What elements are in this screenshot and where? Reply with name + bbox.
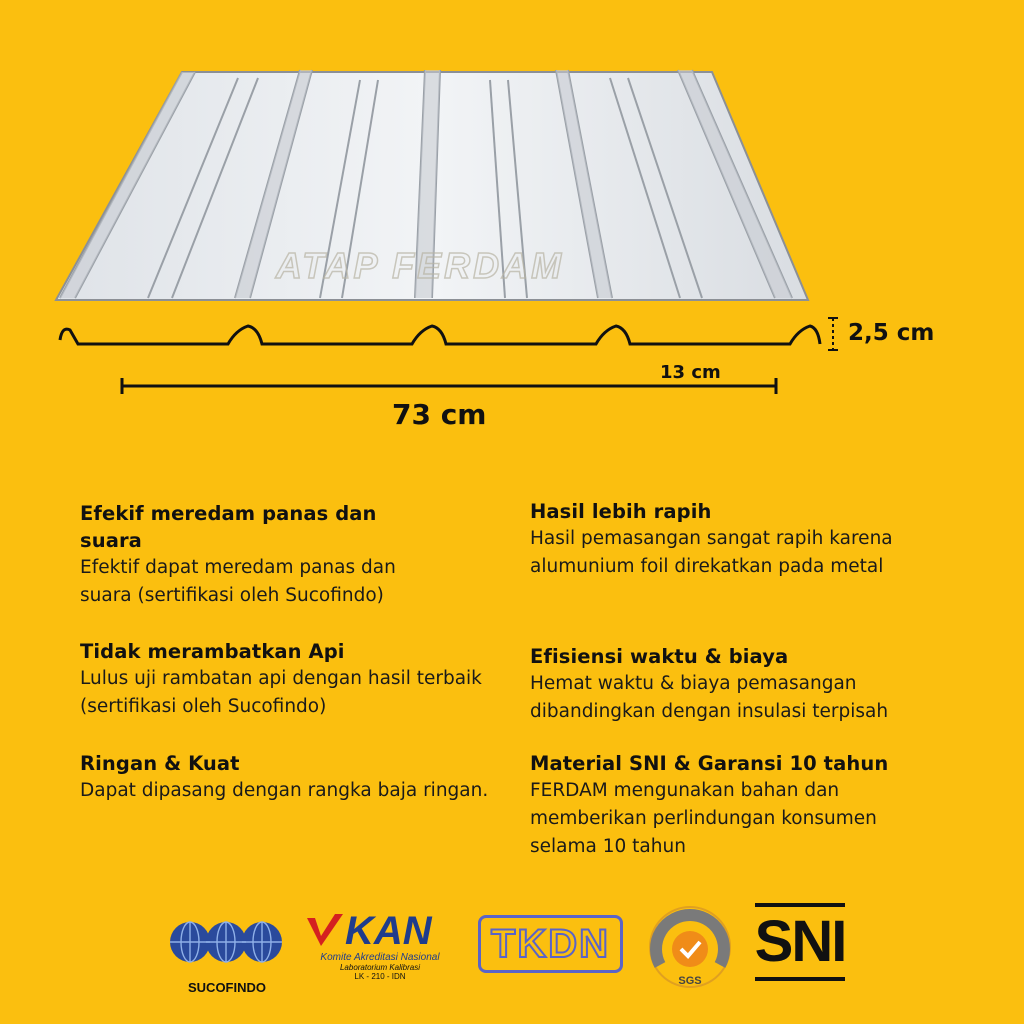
pitch-dimension-label: 13 cm	[660, 362, 721, 383]
feature-title: Material SNI & Garansi 10 tahun	[530, 752, 889, 775]
feature-title: Efisiensi waktu & biaya	[530, 645, 789, 668]
tkdn-label: TKDN	[490, 921, 611, 966]
kan-logo	[305, 909, 455, 994]
feature-description: Hasil pemasangan sangat rapih karena alumunium foil direkatkan pada metal	[530, 528, 893, 577]
feature-description: FERDAM mengunakan bahan dan memberikan perlindungan konsumen selama 10 tahun	[530, 780, 877, 857]
kan-check-icon	[305, 912, 345, 950]
feature-description: Dapat dipasang dengan rangka baja ringan.	[80, 780, 489, 801]
feature-light-strong	[80, 750, 500, 805]
feature-title: Tidak merambatkan Api	[80, 640, 345, 663]
kan-code-label: LK - 210 - IDN	[354, 972, 406, 981]
sni-logo	[755, 903, 845, 981]
feature-description: Hemat waktu & biaya pemasangan dibandingkan dengan insulasi terpisah	[530, 673, 889, 722]
feature-title: Efekif meredam panas dan suara	[80, 502, 377, 552]
feature-heat-sound	[80, 500, 440, 610]
tkdn-logo	[478, 915, 623, 973]
watermark-text: ATAP FERDAM	[275, 245, 565, 286]
sgs-logo	[642, 903, 738, 995]
feature-title: Ringan & Kuat	[80, 752, 240, 775]
sucofindo-globe-icon	[168, 912, 286, 974]
kan-label: KAN	[345, 909, 432, 953]
sgs-label: SGS	[678, 975, 702, 987]
feature-time-cost	[530, 643, 990, 726]
feature-description: Lulus uji rambatan api dengan hasil terbaik (sertifikasi oleh Sucofindo)	[80, 668, 482, 717]
sucofindo-logo	[168, 912, 286, 995]
height-marker	[828, 318, 838, 350]
sni-label: SNI	[754, 909, 846, 974]
kan-subtitle: Komite Akreditasi Nasional	[320, 952, 440, 963]
profile-outline	[60, 326, 820, 344]
feature-sni-warranty	[530, 750, 950, 861]
height-dimension-label: 2,5 cm	[848, 320, 935, 346]
width-dimension-label: 73 cm	[392, 398, 487, 431]
feature-neat-result	[530, 498, 950, 581]
roof-sheet-illustration	[0, 0, 1024, 440]
sucofindo-label: SUCOFINDO	[188, 980, 266, 995]
feature-fire-resistant	[80, 638, 500, 721]
kan-lab-label: Laboratorium Kalibrasi	[339, 963, 421, 972]
feature-title: Hasil lebih rapih	[530, 500, 712, 523]
feature-description: Efektif dapat meredam panas dan suara (sertifikasi oleh Sucofindo)	[80, 557, 396, 606]
